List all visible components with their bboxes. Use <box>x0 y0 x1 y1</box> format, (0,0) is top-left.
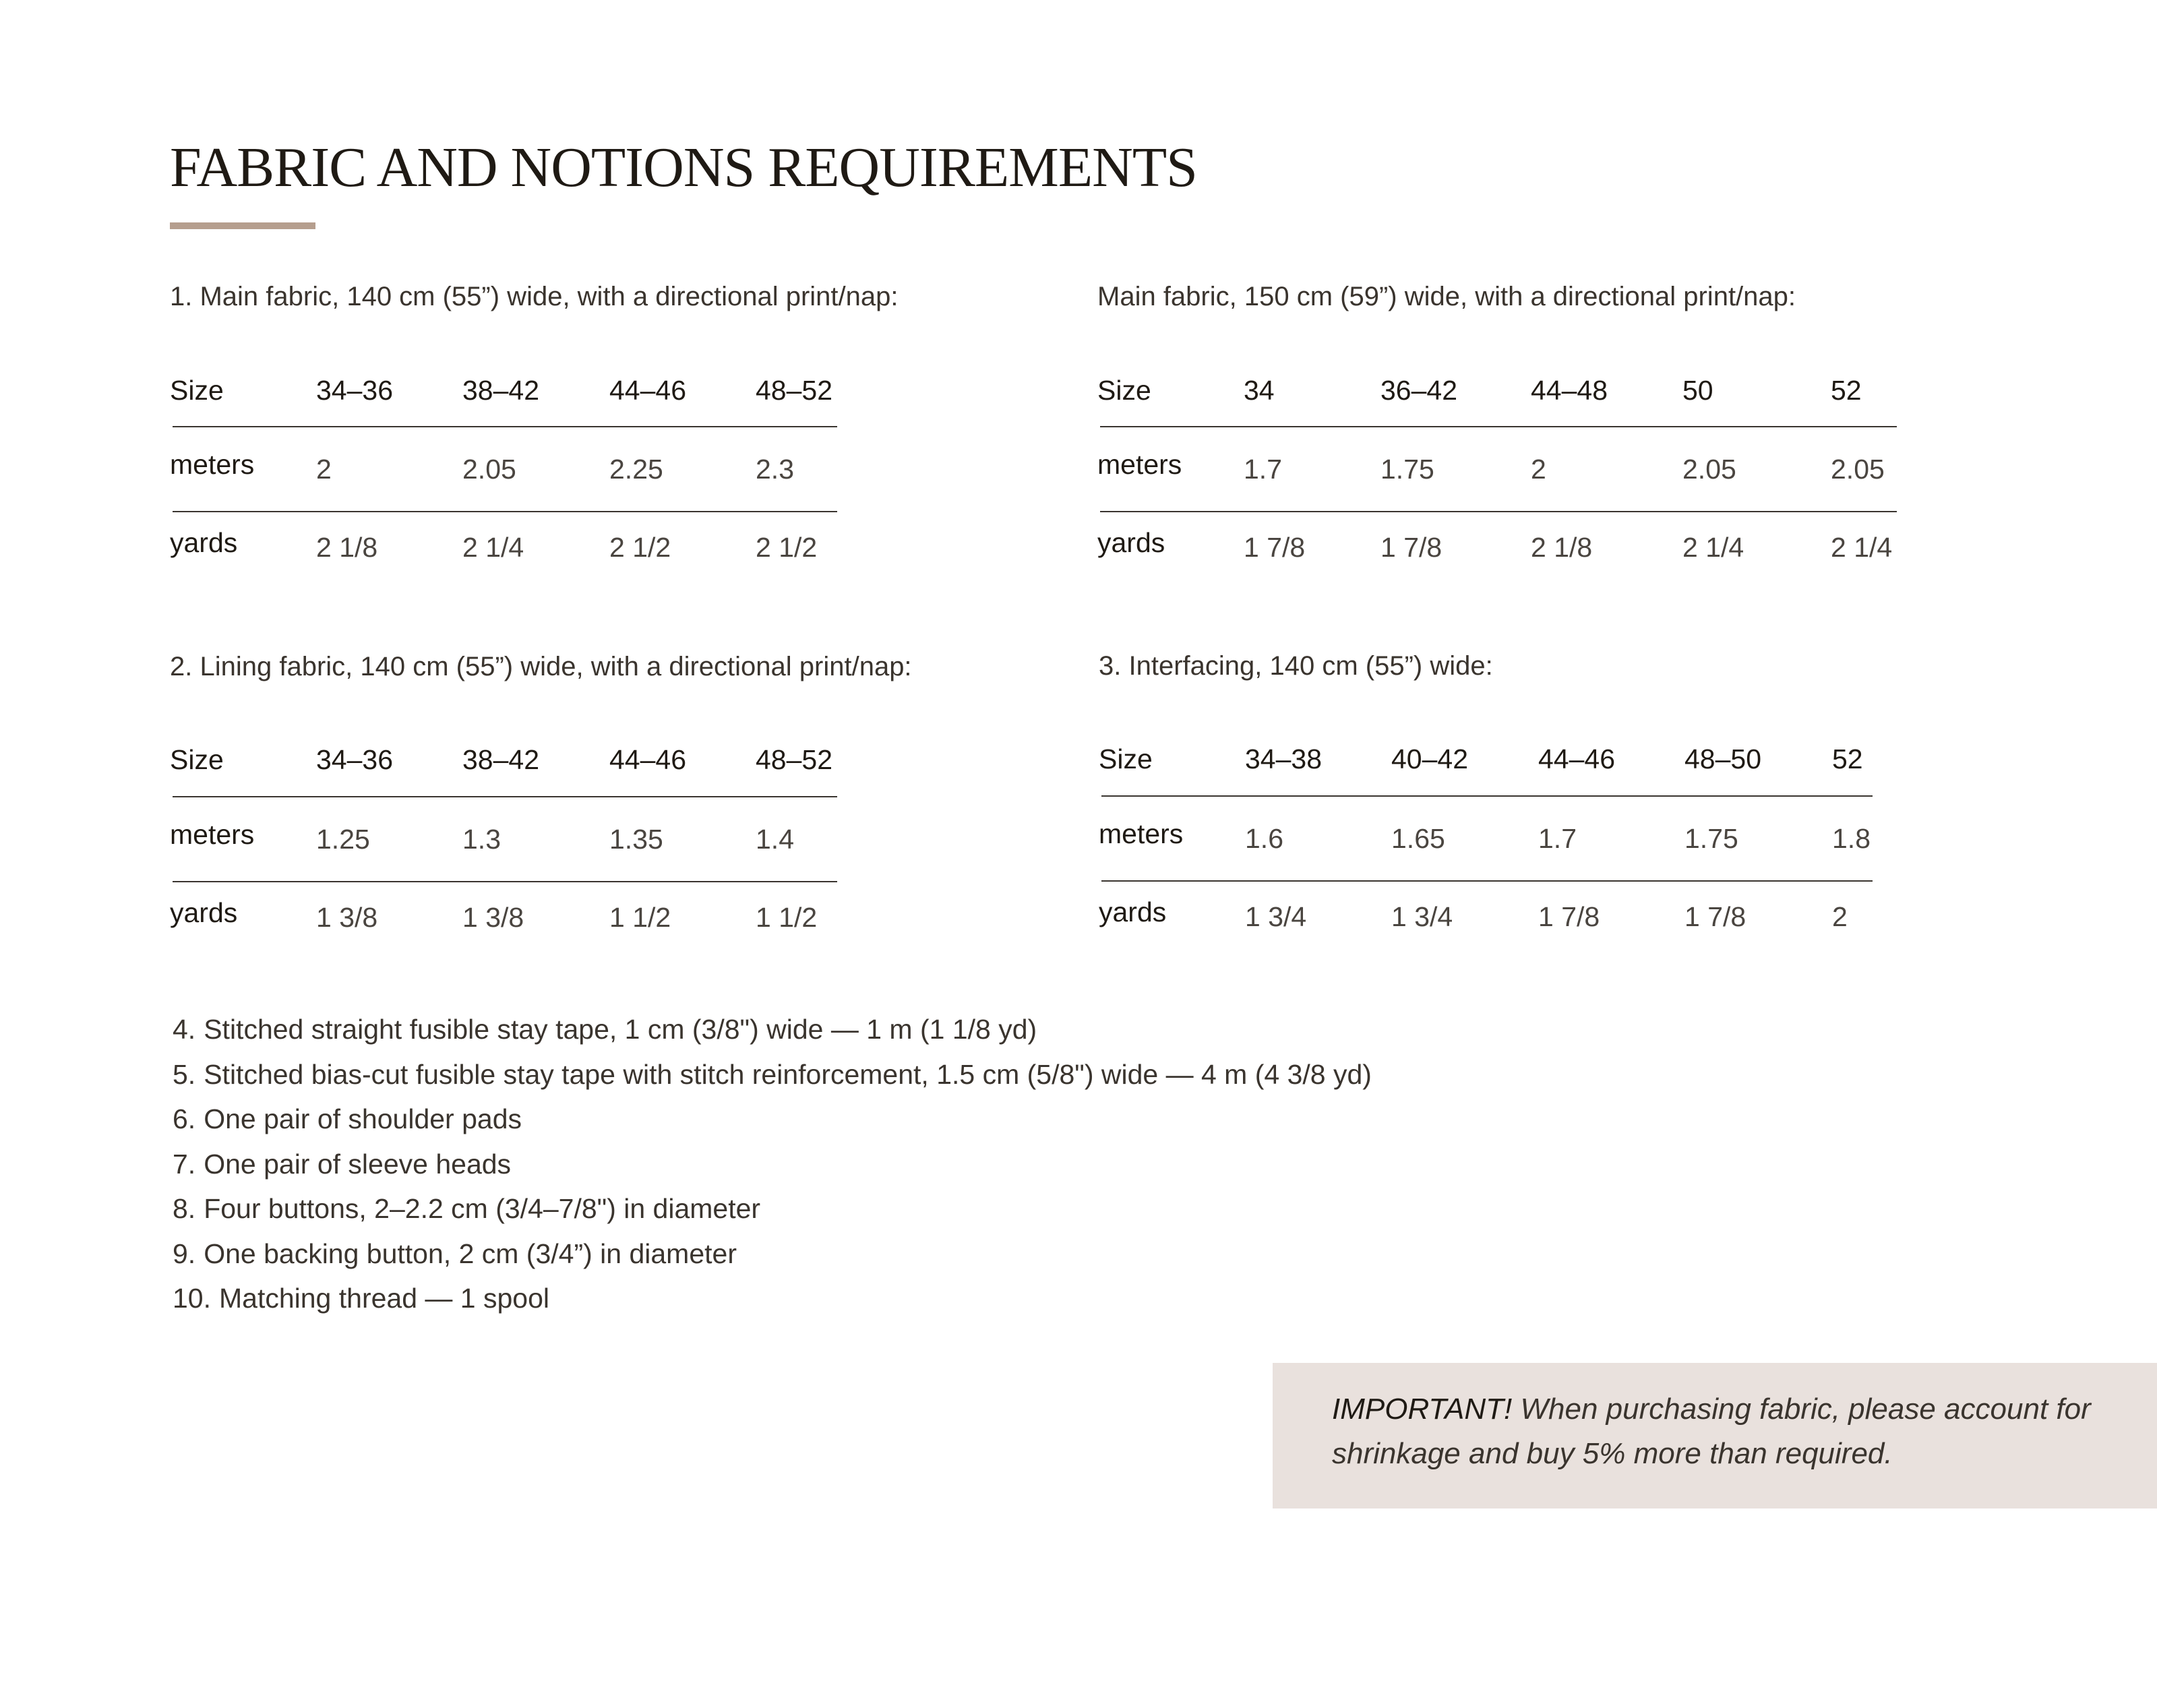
table-cell: 1.75 <box>1684 823 1738 854</box>
table-cell: 1.65 <box>1391 823 1445 854</box>
table-cell: 2.05 <box>1682 454 1736 485</box>
table-cell: 2.05 <box>1831 454 1885 485</box>
table-cell: 2 <box>1832 901 1848 932</box>
table-cell: 2 1/4 <box>462 532 524 563</box>
row-label-yards: yards <box>170 897 238 928</box>
table-cell: 2 1/4 <box>1682 532 1744 563</box>
header-size: Size <box>1099 743 1153 774</box>
header-size-col: 34–36 <box>316 375 394 406</box>
header-size-col: 48–52 <box>756 375 833 406</box>
table-cell: 1.8 <box>1832 823 1871 854</box>
list-item-text: Matching thread — 1 spool <box>219 1283 549 1314</box>
table-caption: 3. Interfacing, 140 cm (55”) wide: <box>1099 651 1493 681</box>
table-cell: 1 3/4 <box>1391 901 1453 932</box>
header-size: Size <box>170 375 224 406</box>
header-size-col: 38–42 <box>462 744 540 775</box>
list-item-number: 4. <box>173 1014 196 1045</box>
header-size-col: 48–50 <box>1684 743 1762 774</box>
table-cell: 1 3/8 <box>462 902 524 933</box>
table-cell: 2 1/8 <box>316 532 378 563</box>
header-size-col: 40–42 <box>1391 743 1469 774</box>
table-cell: 2 1/2 <box>609 532 671 563</box>
table-main-fabric-140 <box>170 282 899 578</box>
list-item-number: 6. <box>173 1103 196 1134</box>
table-cell: 1.4 <box>756 824 794 855</box>
row-label-meters: meters <box>1099 818 1184 849</box>
list-item <box>173 1231 1372 1277</box>
row-label-yards: yards <box>1097 527 1165 558</box>
table-interfacing <box>1099 651 1908 948</box>
list-item <box>173 1186 1372 1231</box>
table-cell: 1.7 <box>1538 823 1577 854</box>
list-item <box>173 1097 1372 1142</box>
table-cell: 1 1/2 <box>609 902 671 933</box>
table-main-fabric-150 <box>1097 282 1920 578</box>
row-label-meters: meters <box>170 819 255 850</box>
table-cell: 1 7/8 <box>1244 532 1306 563</box>
list-item-number: 7. <box>173 1148 196 1180</box>
header-size-col: 52 <box>1832 743 1863 774</box>
table-cell: 2 1/8 <box>1531 532 1593 563</box>
notions-list <box>173 1007 1372 1321</box>
important-note-text <box>1332 1387 2127 1476</box>
list-item-number: 5. <box>173 1058 196 1090</box>
table-cell: 2.05 <box>462 454 516 485</box>
table-cell: 1 1/2 <box>756 902 818 933</box>
table-cell: 1.75 <box>1380 454 1434 485</box>
header-size-col: 48–52 <box>756 744 833 775</box>
table-caption: 2. Lining fabric, 140 cm (55”) wide, with a directional print/nap: <box>170 652 912 681</box>
table-cell: 1 7/8 <box>1684 901 1746 932</box>
table-rule <box>173 426 837 427</box>
important-body: When purchasing fabric, please account for shrinkage and buy 5% more than required. <box>1332 1393 2091 1470</box>
table-rule <box>1101 880 1873 882</box>
header-size-col: 34–36 <box>316 744 394 775</box>
header-size-col: 44–46 <box>609 375 687 406</box>
table-rule <box>173 796 837 797</box>
row-label-meters: meters <box>1097 449 1182 480</box>
table-cell: 2 <box>1531 454 1546 485</box>
row-label-yards: yards <box>170 527 238 558</box>
table-cell: 2.3 <box>756 454 794 485</box>
table-cell: 1.7 <box>1244 454 1282 485</box>
header-size-col: 38–42 <box>462 375 540 406</box>
row-label-meters: meters <box>170 449 255 480</box>
table-lining-fabric <box>170 652 912 948</box>
table-caption: 1. Main fabric, 140 cm (55”) wide, with a directional print/nap: <box>170 282 899 311</box>
table-rule <box>1100 511 1897 512</box>
header-size-col: 50 <box>1682 375 1713 406</box>
header-size: Size <box>170 744 224 775</box>
header-size-col: 44–46 <box>1538 743 1616 774</box>
table-rule <box>1100 426 1897 427</box>
list-item <box>173 1142 1372 1187</box>
important-label: IMPORTANT! <box>1332 1393 1513 1426</box>
list-item <box>173 1007 1372 1052</box>
page-title: FABRIC AND NOTIONS REQUIREMENTS <box>170 136 1197 199</box>
table-rule <box>173 511 837 512</box>
list-item-text: One pair of sleeve heads <box>204 1148 512 1180</box>
title-underline <box>170 222 315 229</box>
header-size-col: 34–38 <box>1245 743 1323 774</box>
table-cell: 1.25 <box>316 824 370 855</box>
header-size-col: 44–46 <box>609 744 687 775</box>
list-item-number: 10. <box>173 1283 211 1314</box>
table-cell: 1.3 <box>462 824 501 855</box>
header-size: Size <box>1097 375 1151 406</box>
header-size-col: 34 <box>1244 375 1275 406</box>
list-item-number: 9. <box>173 1238 196 1269</box>
list-item-text: Stitched bias-cut fusible stay tape with stitch reinforcement, 1.5 cm (5/8") wide — 4 m (4 3/8 yd) <box>204 1058 1372 1090</box>
table-cell: 1 7/8 <box>1380 532 1442 563</box>
table-rule <box>173 881 837 882</box>
list-item-text: One pair of shoulder pads <box>204 1103 522 1134</box>
header-size-col: 52 <box>1831 375 1862 406</box>
table-cell: 2.25 <box>609 454 663 485</box>
list-item-text: Stitched straight fusible stay tape, 1 cm (3/8") wide — 1 m (1 1/8 yd) <box>204 1014 1037 1045</box>
table-caption: Main fabric, 150 cm (59”) wide, with a directional print/nap: <box>1097 282 1796 311</box>
table-cell: 1 3/8 <box>316 902 378 933</box>
list-item-text: One backing button, 2 cm (3/4”) in diameter <box>204 1238 737 1269</box>
list-item <box>173 1052 1372 1097</box>
table-rule <box>1101 795 1873 797</box>
table-cell: 1.6 <box>1245 823 1283 854</box>
important-note <box>1273 1363 2157 1508</box>
table-cell: 2 <box>316 454 332 485</box>
list-item-text: Four buttons, 2–2.2 cm (3/4–7/8") in diameter <box>204 1193 761 1224</box>
table-cell: 2 1/2 <box>756 532 818 563</box>
header-size-col: 44–48 <box>1531 375 1608 406</box>
list-item-number: 8. <box>173 1193 196 1224</box>
table-cell: 1.35 <box>609 824 663 855</box>
table-cell: 1 7/8 <box>1538 901 1600 932</box>
row-label-yards: yards <box>1099 896 1167 927</box>
table-cell: 1 3/4 <box>1245 901 1307 932</box>
header-size-col: 36–42 <box>1380 375 1458 406</box>
table-cell: 2 1/4 <box>1831 532 1893 563</box>
list-item <box>173 1276 1372 1321</box>
